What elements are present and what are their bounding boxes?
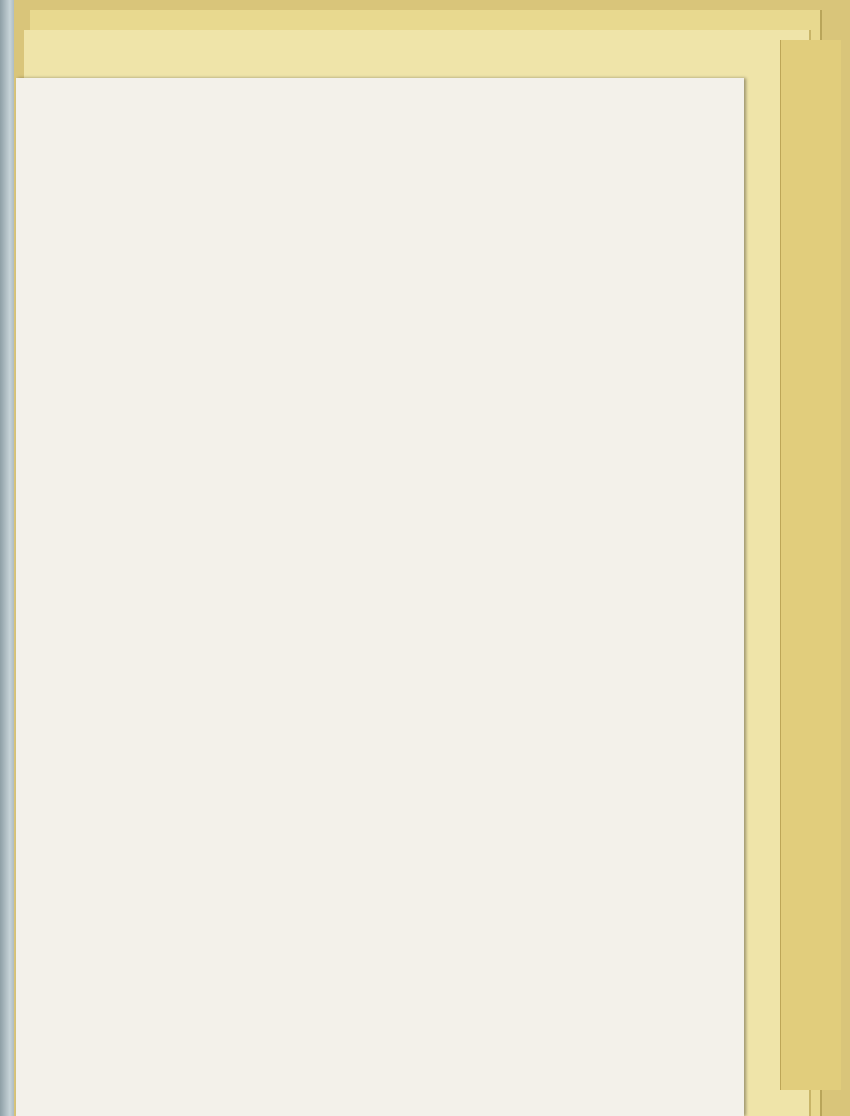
printed-page	[16, 78, 744, 1116]
paper-stack-edge	[780, 40, 841, 1090]
